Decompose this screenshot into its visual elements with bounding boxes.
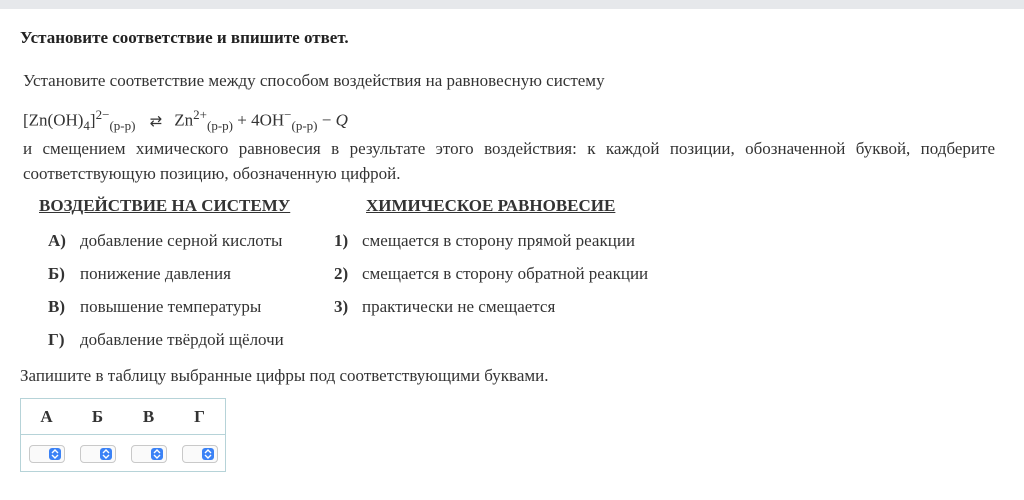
eq-minus: − <box>321 110 336 130</box>
answer-select-d[interactable] <box>182 445 218 463</box>
left-option-b <box>48 264 231 284</box>
select-chevron-icon <box>49 448 61 460</box>
option-text: добавление серной кислоты <box>80 231 283 250</box>
answer-row <box>21 435 225 472</box>
task-intro: Установите соответствие между способом воздействия на равновесную систему <box>23 71 605 90</box>
option-key: 2) <box>334 264 349 283</box>
option-text: смещается в сторону обратной реакции <box>362 264 649 283</box>
left-column-header: ВОЗДЕЙСТВИЕ НА СИСТЕМУ <box>39 196 291 215</box>
task-title: Установите соответствие и впишите ответ. <box>20 28 349 47</box>
option-text: понижение давления <box>80 264 231 283</box>
option-text: добавление твёрдой щёлочи <box>80 330 284 349</box>
eq-phase-3: (р-р) <box>291 118 318 134</box>
select-chevron-icon <box>100 448 112 460</box>
eq-product-1-charge: 2+ <box>193 107 207 122</box>
left-option-a <box>48 231 282 251</box>
eq-product-1: Zn <box>174 110 194 130</box>
answer-select-b[interactable] <box>80 445 116 463</box>
answer-col-b: Б <box>91 407 104 426</box>
eq-heat: Q <box>335 110 348 130</box>
answer-col-a: А <box>40 407 53 426</box>
answer-col-c: В <box>142 407 155 426</box>
eq-phase-1: (р-р) <box>109 118 136 134</box>
right-option-3 <box>334 297 555 317</box>
eq-reactant-charge: 2− <box>95 107 110 122</box>
right-option-1 <box>334 231 635 251</box>
select-chevron-icon <box>202 448 214 460</box>
left-option-c <box>48 297 261 317</box>
left-option-d <box>48 330 284 350</box>
equilibrium-arrow-icon: ⇄ <box>149 111 163 130</box>
reaction-equation <box>23 107 348 134</box>
right-column-header: ХИМИЧЕСКОЕ РАВНОВЕСИЕ <box>366 196 616 215</box>
right-option-2 <box>334 264 648 284</box>
option-key: А) <box>48 231 66 250</box>
answer-cell-d <box>174 445 225 463</box>
select-chevron-icon <box>151 448 163 460</box>
eq-product-2-charge: − <box>284 107 292 122</box>
answer-cell-a <box>21 445 72 463</box>
eq-reactant-index: 4 <box>83 118 90 134</box>
answer-select-c[interactable] <box>131 445 167 463</box>
answer-table-header <box>21 399 225 435</box>
answer-table <box>20 398 226 472</box>
answer-select-a[interactable] <box>29 445 65 463</box>
eq-phase-2: (р-р) <box>207 118 233 134</box>
option-key: Г) <box>48 330 65 349</box>
option-text: смещается в сторону прямой реакции <box>362 231 636 250</box>
option-key: В) <box>48 297 65 316</box>
option-key: 3) <box>334 297 349 316</box>
eq-product-2: + 4OH <box>237 110 285 130</box>
answer-cell-c <box>123 445 174 463</box>
task-instruction: и смещением химического равновесия в результате этого воздействия: к каждой позиции, обозначенной буквой, подберите соответствующую позицию, обозначенную цифрой. <box>23 139 995 183</box>
option-text: практически не смещается <box>362 297 556 316</box>
top-bar <box>0 0 1024 9</box>
answer-note: Запишите в таблицу выбранные цифры под соответствующими буквами. <box>20 366 549 385</box>
eq-reactant: [Zn(OH) <box>23 110 84 130</box>
answer-col-d: Г <box>194 407 205 426</box>
option-key: Б) <box>48 264 65 283</box>
option-text: повышение температуры <box>80 297 262 316</box>
answer-cell-b <box>72 445 123 463</box>
option-key: 1) <box>334 231 349 250</box>
eq-reactant-close: ] <box>89 110 96 130</box>
